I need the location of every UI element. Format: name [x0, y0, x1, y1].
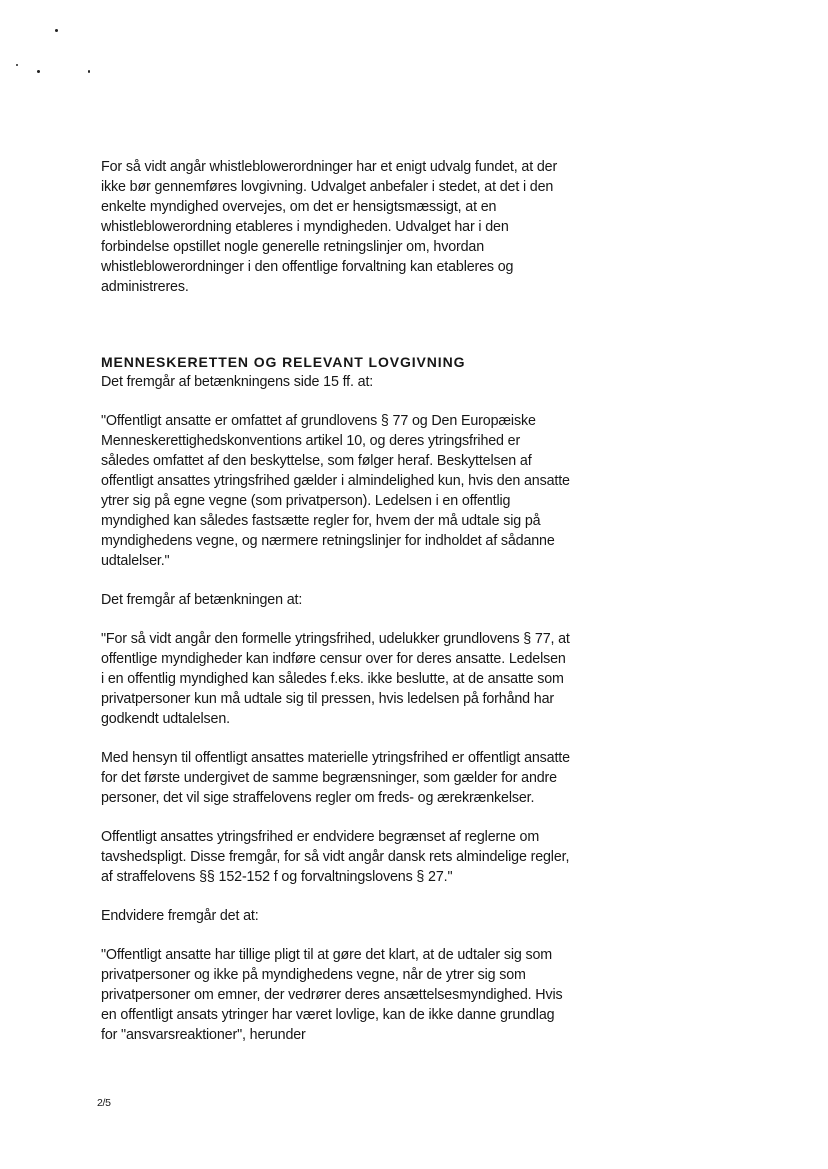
quote-paragraph: "Offentligt ansatte har tillige pligt til at gøre det klart, at de udtaler sig som privatpersoner og ikke på myndighedens vegne, når de ytrer sig som privatpersoner om emner, der vedrører deres ansættelsesmyndighed. Hvis en offentligt ansats ytringer har været lovlige, kan de ikke danne grundlag for "ansvarsreaktioner", herunder [101, 947, 563, 1043]
paragraph: Endvidere fremgår det at: [101, 908, 259, 924]
scan-speck [37, 70, 40, 73]
section-heading: MENNESKERETTEN OG RELEVANT LOVGIVNING [101, 354, 466, 370]
quote-paragraph: Med hensyn til offentligt ansattes materielle ytringsfrihed er offentligt ansatte for det første undergivet de samme begrænsninger, som gælder for andre personer, det vil sige straffelovens regler om freds- og ærekrænkelser. [101, 750, 570, 806]
paragraph: Det fremgår af betænkningens side 15 ff. at: [101, 374, 374, 390]
quote-paragraph: "For så vidt angår den formelle ytringsfrihed, udelukker grundlovens § 77, at offentlige myndigheder kan indføre censur over for deres ansatte. Ledelsen i en offentlig myndighed kan således f.eks. ikke beslutte, at de ansatte som privatpersoner kun må udtale sig til pressen, hvis ledelsen på forhånd har godkendt udtalelsen. [101, 631, 570, 727]
intro-paragraph: For så vidt angår whistleblowerordninger har et enigt udvalg fundet, at der ikke bør gennemføres lovgivning. Udvalget anbefaler i stedet, at det i den enkelte myndighed overvejes, om det er hensigtsmæssigt, at en whistleblowerordning etableres i myndigheden. Udvalget har i den forbindelse opstillet nogle generelle retningslinjer om, hvordan whistleblowerordninger i den offentlige forvaltning kan etableres og administreres. [101, 159, 558, 295]
document-body [101, 157, 571, 1045]
paragraph: Det fremgår af betænkningen at: [101, 592, 303, 608]
scan-speck [16, 64, 18, 66]
scan-speck [55, 29, 58, 32]
quote-paragraph: "Offentligt ansatte er omfattet af grundlovens § 77 og Den Europæiske Menneskerettighedskonventions artikel 10, og deres ytringsfrihed er således omfattet af den beskyttelse, som følger heraf. Beskyttelsen af offentligt ansattes ytringsfrihed gælder i almindelighed kun, hvis den ansatte ytrer sig på egne vegne (som privatperson). Ledelsen i en offentlig myndighed kan således fastsætte regler for, hvem der må udtale sig på myndighedens vegne, og nærmere retningslinjer for indholdet af sådanne udtalelser." [101, 413, 570, 569]
scan-speck [88, 70, 90, 73]
page-number: 2/5 [97, 1097, 111, 1109]
quote-paragraph: Offentligt ansattes ytringsfrihed er endvidere begrænset af reglerne om tavshedspligt. Disse fremgår, for så vidt angår dansk rets almindelige regler, af straffelovens §§ 152-152 f og forvaltningslovens § 27." [101, 829, 570, 885]
